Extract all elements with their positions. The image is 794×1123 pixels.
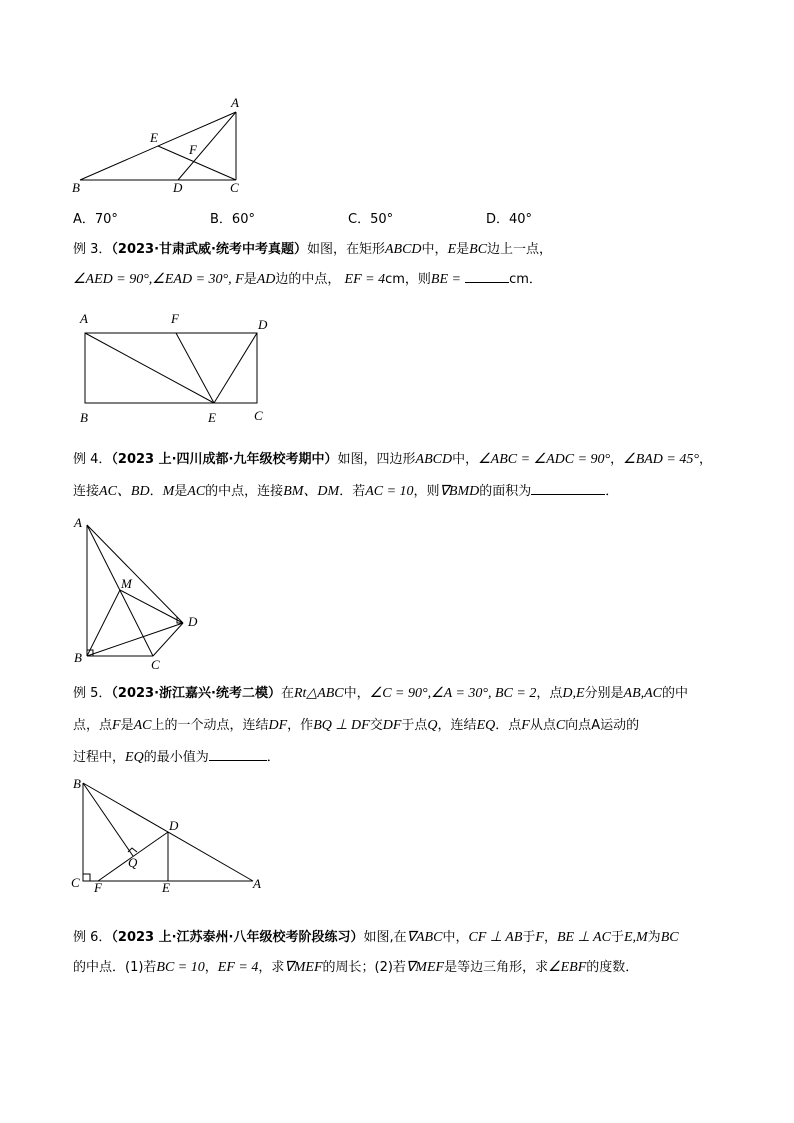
ex5-answer-blank[interactable] bbox=[209, 748, 267, 761]
ex3-text: cm． bbox=[509, 272, 542, 287]
label-b: B bbox=[72, 180, 80, 195]
label-f: F bbox=[171, 311, 179, 326]
ex5-text: 的中 bbox=[662, 686, 689, 701]
ex6-text: 的周长；(2)若 bbox=[322, 960, 406, 975]
ex5-text: ，点 bbox=[536, 686, 563, 701]
label-b: B bbox=[73, 776, 81, 791]
label-c: C bbox=[230, 180, 239, 195]
ex6-ef4: EF = 4 bbox=[217, 960, 259, 975]
ex4-acbd: AC、BD bbox=[99, 484, 150, 499]
ex5-text: ，作 bbox=[287, 718, 314, 733]
ex5-text: 是 bbox=[120, 718, 134, 733]
ex5-text: 点，点 bbox=[73, 718, 113, 733]
ex4-bad: ∠BAD = 45° bbox=[623, 452, 699, 467]
label-e: E bbox=[162, 880, 170, 894]
segment-dm bbox=[120, 590, 183, 623]
rect-abcd bbox=[85, 333, 257, 403]
ex5-text: 从点 bbox=[529, 718, 556, 733]
ex5-eq2: EQ bbox=[125, 750, 144, 765]
ex3-angles: ∠AED = 90°,∠EAD = 30°, bbox=[73, 272, 236, 287]
ex6-ebf: ∠EBF bbox=[548, 960, 587, 975]
label-e: E bbox=[208, 410, 216, 425]
ex4-answer-blank[interactable] bbox=[531, 482, 605, 495]
ex3-text: 边上一点， bbox=[487, 242, 553, 257]
ex6-text: ，求 bbox=[258, 960, 285, 975]
label-c: C bbox=[71, 875, 80, 890]
label-d: D bbox=[258, 317, 268, 332]
ex5-de: D,E bbox=[562, 686, 585, 701]
ex6-bc10: BC = 10 bbox=[156, 960, 205, 975]
ex4-source: （2023 上·四川成都·九年级校考期中） bbox=[111, 452, 338, 467]
label-c: C bbox=[254, 408, 263, 423]
label-m: M bbox=[121, 576, 132, 591]
ex4-text: ， bbox=[610, 452, 624, 467]
ex4-angles: ∠ABC = ∠ADC = 90° bbox=[478, 452, 611, 467]
ex5-perp: BQ ⊥ DF bbox=[313, 718, 370, 733]
ex4-bmdm: BM、DM bbox=[283, 484, 340, 499]
label-b: B bbox=[80, 410, 88, 425]
ex6-text: 为 bbox=[647, 930, 661, 945]
ex3-text: 如图，在矩形 bbox=[306, 242, 385, 257]
ex4-text: 是 bbox=[174, 484, 188, 499]
ex3-answer-blank[interactable] bbox=[465, 270, 509, 283]
ex6-mef: ∇MEF bbox=[284, 960, 323, 975]
ex5-text: 过程中， bbox=[73, 750, 126, 765]
ex3-line2 bbox=[73, 270, 542, 290]
ex6-text: 于 bbox=[610, 930, 624, 945]
option-d[interactable]: D．40° bbox=[486, 212, 533, 227]
ex5-f2: F bbox=[521, 718, 530, 733]
ex3-be: BE = bbox=[430, 272, 461, 287]
ex6-text: 中， bbox=[442, 930, 469, 945]
ex5-line3 bbox=[73, 748, 280, 768]
ex5-rt: Rt△ABC bbox=[293, 686, 344, 701]
right-angle-c bbox=[83, 874, 90, 881]
ex4-tri: ∇BMD bbox=[439, 484, 480, 499]
ex5-label: 例 5． bbox=[73, 686, 112, 701]
ex6-label: 例 6． bbox=[73, 930, 112, 945]
ex4-ac: AC bbox=[187, 484, 206, 499]
label-q: Q bbox=[128, 855, 138, 870]
ex4-text: ．若 bbox=[339, 484, 366, 499]
label-e: E bbox=[150, 130, 158, 145]
label-f: F bbox=[94, 880, 102, 894]
ex6-text: ， bbox=[204, 960, 218, 975]
label-a: A bbox=[80, 311, 88, 326]
label-b: B bbox=[74, 650, 82, 665]
ex4-ac10: AC = 10 bbox=[365, 484, 414, 499]
ex4-text: ，则 bbox=[413, 484, 440, 499]
ex5-eq: EQ bbox=[476, 718, 496, 733]
ex5-text: ，连结 bbox=[437, 718, 477, 733]
label-d: D bbox=[188, 614, 198, 629]
ex6-be: BE ⊥ AC bbox=[557, 930, 611, 945]
figure-triangle-abc-1 bbox=[60, 92, 280, 198]
ex6-em: E,M bbox=[623, 930, 648, 945]
label-d: D bbox=[169, 818, 179, 833]
ex5-text: 分别是 bbox=[584, 686, 624, 701]
ex5-text: 在 bbox=[280, 686, 294, 701]
ex6-text: 的度数． bbox=[586, 960, 639, 975]
ex5-text: 运动的 bbox=[600, 718, 640, 733]
ex6-cf: CF ⊥ AB bbox=[468, 930, 523, 945]
ex6-text: 如图,在 bbox=[363, 930, 407, 945]
ex3-source: （2023·甘肃武威·统考中考真题） bbox=[111, 242, 307, 257]
ex4-text: 的中点，连接 bbox=[205, 484, 284, 499]
ex6-text: 是等边三角形，求 bbox=[444, 960, 549, 975]
ex5-text: ． bbox=[266, 750, 280, 765]
ex5-text: 交 bbox=[369, 718, 383, 733]
ex4-label: 例 4． bbox=[73, 452, 112, 467]
ex6-text: ， bbox=[543, 930, 557, 945]
ex3-rect: ABCD bbox=[384, 242, 422, 257]
segment-de bbox=[214, 333, 257, 403]
ex6-source: （2023 上·江苏泰州·八年级校考阶段练习） bbox=[111, 930, 364, 945]
ex6-mef2: ∇MEF bbox=[405, 960, 445, 975]
figure-quadrilateral-abcd bbox=[68, 512, 208, 672]
ex3-point-e: E bbox=[447, 242, 457, 257]
option-c[interactable]: C．50° bbox=[348, 212, 394, 227]
ex5-df2: DF bbox=[382, 718, 402, 733]
ex5-text: 中， bbox=[343, 686, 370, 701]
ex3-unit: cm bbox=[385, 272, 405, 287]
ex5-cond: ∠C = 90°,∠A = 30°, BC = 2 bbox=[369, 686, 537, 701]
ex5-f: F bbox=[112, 718, 121, 733]
option-a[interactable]: A．70° bbox=[73, 212, 118, 227]
ex4-point-m: M bbox=[162, 484, 175, 499]
label-c: C bbox=[151, 657, 160, 672]
segment-ad bbox=[178, 112, 236, 180]
ex6-tri: ∇ABC bbox=[406, 930, 443, 945]
ex5-a: A bbox=[591, 718, 601, 733]
ex5-line2 bbox=[73, 716, 639, 736]
label-a: A bbox=[253, 876, 261, 891]
ex3-label: 例 3． bbox=[73, 242, 112, 257]
ex4-text: 的面积为 bbox=[479, 484, 532, 499]
label-d: D bbox=[173, 180, 183, 195]
option-b[interactable]: B．60° bbox=[210, 212, 255, 227]
ex4-text: 中， bbox=[452, 452, 479, 467]
ex3-line1 bbox=[73, 240, 552, 260]
figure-right-triangle bbox=[66, 772, 266, 894]
ex6-f: F bbox=[535, 930, 544, 945]
ex5-abac: AB,AC bbox=[623, 686, 663, 701]
segment-bq bbox=[83, 783, 133, 856]
ex5-source: （2023·浙江嘉兴·统考二模） bbox=[111, 686, 281, 701]
ex4-text: 如图，四边形 bbox=[337, 452, 416, 467]
label-f: F bbox=[189, 142, 197, 157]
ex5-text: 的最小值为 bbox=[143, 750, 209, 765]
ex3-text: 是 bbox=[243, 272, 257, 287]
ex4-quad: ABCD bbox=[415, 452, 453, 467]
segment-ad bbox=[87, 525, 183, 623]
ex3-text: 中， bbox=[421, 242, 448, 257]
ex4-text: ， bbox=[698, 452, 712, 467]
ex4-text: ． bbox=[605, 484, 619, 499]
ex6-text: 于 bbox=[522, 930, 536, 945]
ex4-text: ． bbox=[149, 484, 163, 499]
ex3-text: ，则 bbox=[404, 272, 431, 287]
label-a: A bbox=[74, 515, 82, 530]
ex3-point-f: F bbox=[235, 272, 244, 287]
ex4-line1 bbox=[73, 450, 712, 470]
ex6-text: 的中点．(1)若 bbox=[73, 960, 157, 975]
figure-rectangle-abcd bbox=[70, 308, 280, 428]
ex5-text: ．点 bbox=[495, 718, 522, 733]
ex6-line2 bbox=[73, 958, 638, 978]
ex5-c: C bbox=[555, 718, 566, 733]
ex6-line1 bbox=[73, 928, 679, 948]
label-a: A bbox=[231, 95, 239, 110]
ex3-text: 边的中点， bbox=[275, 272, 341, 287]
ex5-text: 向点 bbox=[565, 718, 592, 733]
ex4-line2 bbox=[73, 482, 618, 502]
ex6-bc: BC bbox=[660, 930, 679, 945]
ex5-text: 于点 bbox=[401, 718, 428, 733]
ex5-q: Q bbox=[427, 718, 438, 733]
segment-ec bbox=[158, 146, 236, 180]
ex4-text: 连接 bbox=[73, 484, 100, 499]
ex5-line1 bbox=[73, 684, 688, 704]
ex3-ef: EF = 4 bbox=[344, 272, 386, 287]
ex3-text: 是 bbox=[456, 242, 470, 257]
ex5-text: 上的一个动点，连结 bbox=[151, 718, 269, 733]
ex3-ad: AD bbox=[256, 272, 276, 287]
ex5-ac: AC bbox=[133, 718, 152, 733]
ex5-df: DF bbox=[268, 718, 288, 733]
ex3-bc: BC bbox=[469, 242, 488, 257]
